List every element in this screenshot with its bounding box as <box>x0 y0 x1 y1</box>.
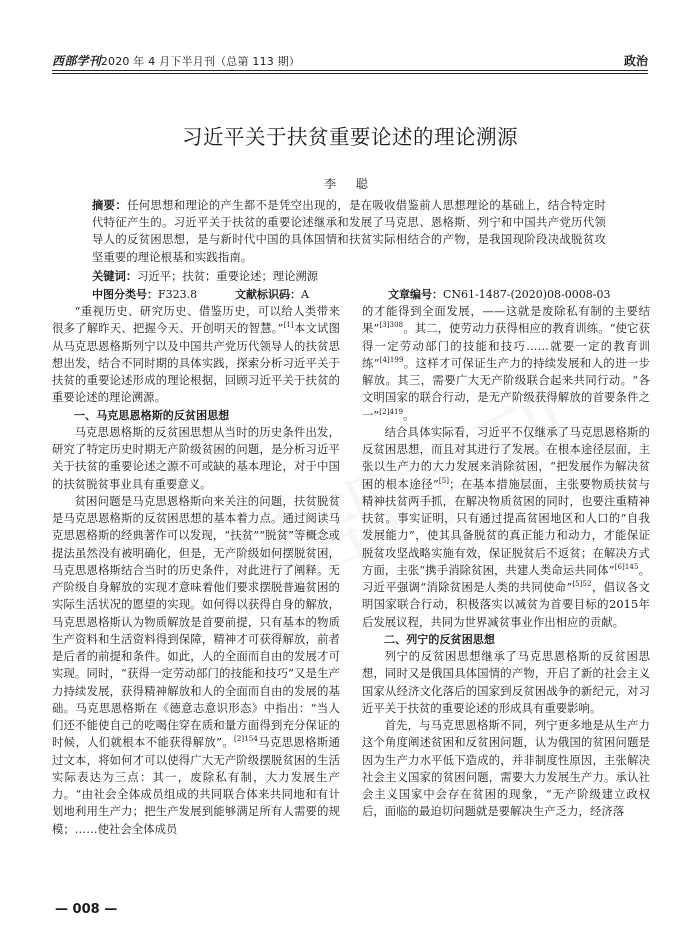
citation: [2]419 <box>379 407 404 416</box>
paragraph <box>362 303 650 424</box>
header-rule-thin <box>52 73 648 74</box>
clc-value: F323.8 <box>158 288 198 301</box>
paragraph: 首先，与马克思恩格斯不同，列宁更多地是从生产力这个角度阐述贫困和反贫困问题，认为俄国的贫困问题是因为生产力水平低下造成的，并非制度性原因，主张解决社会主义国家的贫困问题，需要大力发展生产力。承认社会主义国家中会存在贫困的现象，“无产阶级建立政权后，面临的最迫切问题就是要解决生产乏力，经济落 <box>362 719 650 819</box>
paragraph-text: “重视历史、研究历史、借鉴历史，可以给人类带来很多了解昨天、把握今天、开创明天的智慧。” <box>52 305 340 336</box>
doc-code-value: A <box>301 288 309 301</box>
paragraph-text: ，倡议各文明国家联合行动，积极落实以减贫为首要目标的2015年后发展议程，共同为世界减贫事业作出相应的贡献。 <box>362 581 650 629</box>
journal-name: 西部学刊 <box>52 54 101 68</box>
paragraph-text: 结合具体实际看，习近平不仅继承了马克思恩格斯的反贫困思想，而且对其进行了发展。在根本途径层面，主张以生产力的大力发展来消除贫困，“把发展作为解决贫困的根本途径” <box>362 425 650 491</box>
keywords-text: 习近平；扶贫；重要论述；理论溯源 <box>137 270 318 283</box>
paragraph: 马克思恩格斯的反贫困思想从当时的历史条件出发，研究了特定历史时期无产阶级贫困的问题，是分析习近平关于扶贫的重要论述之源不可或缺的基本理论，对于中国的扶贫脱贫事业具有重要意义。 <box>52 425 340 491</box>
keywords-label: 关键词： <box>92 270 138 283</box>
article-title: 习近平关于扶贫重要论述的理论溯源 <box>182 125 518 149</box>
paragraph-text: ；在基本措施层面，主张要物质扶贫与精神扶贫两手抓，在解决物质贫困的同时，也要注重精神扶贫。事实证明，只有通过提高贫困地区和人口的“自我发展能力”，使其具备脱贫的真正能力和动力，才能保证脱贫攻坚战略实施有效，保证脱贫后不返贫；在解决方式方面，主张“携手消除贫困，共建人类命运共同体” <box>362 477 650 577</box>
citation: [5]52 <box>572 580 592 589</box>
article-no-value: CN61-1487-(2020)08-0008-03 <box>443 288 611 301</box>
running-header <box>52 52 648 72</box>
header-rule <box>52 70 648 71</box>
abstract <box>92 197 606 266</box>
citation: [1] <box>283 321 294 330</box>
clc-number <box>92 286 197 302</box>
article-no-label: 文章编号： <box>388 288 443 301</box>
keywords <box>92 268 606 284</box>
citation: [3]308 <box>379 321 404 330</box>
citation: [6]145 <box>614 562 639 571</box>
abstract-label: 摘要： <box>92 199 128 212</box>
paragraph <box>362 424 650 631</box>
left-column <box>52 303 340 838</box>
citation: [4]199 <box>379 355 404 364</box>
paragraph-text: 。习近平强调“消除贫困是人类的共同使命” <box>362 563 650 594</box>
section-heading: 一、马克思恩格斯的反贫困思想 <box>74 408 230 422</box>
paragraph <box>52 303 340 407</box>
doc-code-label: 文献标识码： <box>235 288 301 301</box>
paragraph-text: 。 <box>403 408 415 422</box>
paragraph <box>52 493 340 838</box>
citation: [2]154 <box>234 735 258 744</box>
document-code <box>235 286 309 302</box>
journal-info <box>52 52 300 69</box>
section-heading: 二、列宁的反贫困思想 <box>384 632 495 646</box>
paragraph: 列宁的反贫困思想继承了马克思恩格斯的反贫困思想，同时又是俄国具体国情的产物，开启了新的社会主义国家从经济文化落后的国家到反贫困战争的新纪元，对习近平关于扶贫的重要论述的形成具有重要影响。 <box>362 650 650 715</box>
clc-label: 中图分类号： <box>92 288 158 301</box>
author-name: 李 聪 <box>324 177 376 191</box>
right-column <box>362 303 650 821</box>
paragraph-text: 马克思恩格斯通过文本，将如何才可以使得广大无产阶级摆脱贫困的生活实际表达为三点：其一，废除私有制，大力发展生产力。“由社会全体成员组成的共同联合体来共同地和有计划地利用生产力；把生产发展到能够满足所有人需要的规模；……使社会全体成员 <box>52 736 340 836</box>
issue-info: 2020 年 4 月下半月刊（总第 113 期） <box>100 55 301 68</box>
section-label: 政治 <box>623 54 648 68</box>
paragraph-text: 本文试图从马克思恩格斯列宁以及中国共产党历代领导人的扶贫思想出发，结合不同时期的具体实践，探索分析习近平关于扶贫的重要论述形成的理论根据，回顾习近平关于扶贫的重要论述的理论溯源。 <box>52 322 340 405</box>
paragraph-text: 贫困问题是马克思恩格斯向来关注的问题，扶贫脱贫是马克思恩格斯的反贫困思想的基本着力点。通过阅读马克思恩格斯的经典著作可以发现，“扶贫”“脱贫”等概念或提法虽然没有被明确化，但是，无产阶级如何摆脱贫困，马克思恩格斯结合当时的历史条件，对此进行了阐释。无产阶级自身解放的实现才意味着他们要求摆脱普遍贫困的实际生活状况的愿望的实现。如何得以获得自身的解放，马克思恩格斯认为物质解放是首要前提，只有基本的物质生产资料和生活资料得到保障，精神才可获得解放，前者是后者的前提和条件。如此，人的全面而自由的发展才可实现。同时，“获得一定劳动部门的技能和技巧”又是生产力持续发展，获得精神解放和人的全面而自由的发展的基础。马克思恩格斯在《德意志意识形态》中指出：“当人们还不能使自己的吃喝住穿在质和量方面得到充分保证的时候，人们就根本不能获得解放”。 <box>52 494 340 750</box>
article-number <box>388 286 610 302</box>
page-number: — 008 — <box>55 902 118 917</box>
paragraph-text: 的才能得到全面发展，——这就是废除私有制的主要结果” <box>362 305 650 336</box>
citation: [5] <box>438 476 450 485</box>
paragraph-text: 。这样才可保证生产力的持续发展和人的进一步解放。其三，需要广大无产阶级联合起来共同行动。“各文明国家的联合行动，是无产阶级获得解放的首要条件之一” <box>362 356 650 422</box>
paragraph-text: 。其二，使劳动力获得相应的教育训练。“使它获得一定劳动部门的技能和技巧……就要一定的教育训练” <box>362 322 650 370</box>
abstract-text: 任何思想和理论的产生都不是凭空出现的，是在吸收借鉴前人思想理论的基础上，结合特定时代特征产生的。习近平关于扶贫的重要论述继承和发展了马克思、恩格斯、列宁和中国共产党历代领导人的反贫困思想，是与新时代中国的具体国情和扶贫实际相结合的产物，是我国现阶段决战脱贫攻坚重要的理论根基和实践指南。 <box>92 199 606 264</box>
